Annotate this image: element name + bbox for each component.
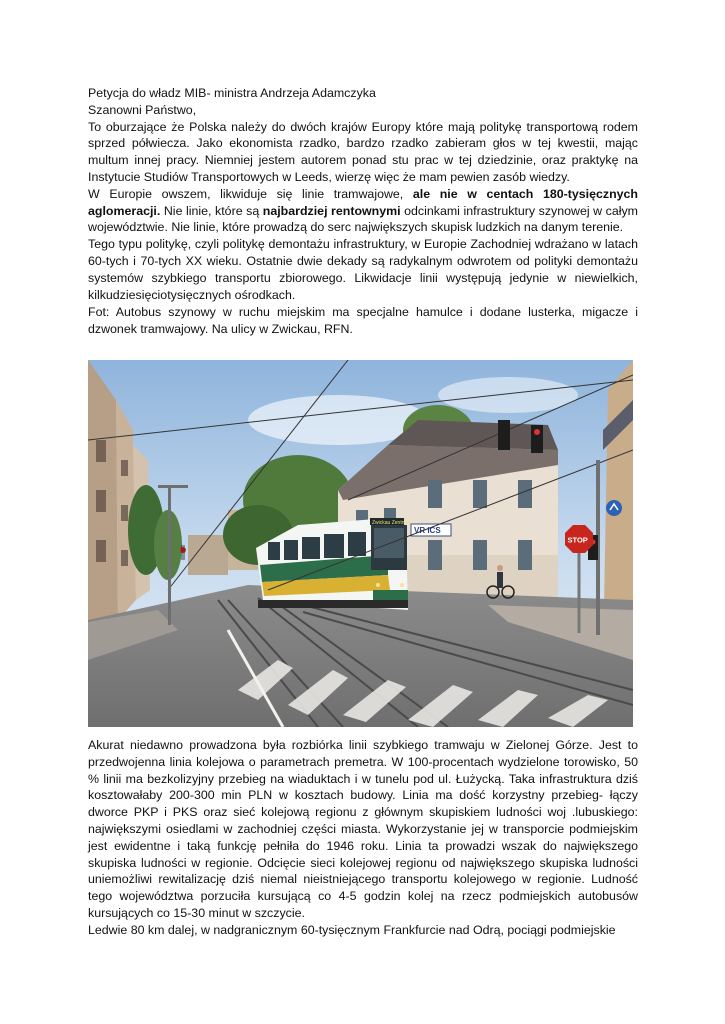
tram-destination: Zwickau Zentrum bbox=[372, 520, 411, 526]
paragraph-2-bold-a: ale nie w centach 180-tysięcznych aglomeracji. bbox=[88, 186, 638, 218]
letter-continued bbox=[88, 737, 638, 939]
paragraph-2-text-b: Nie linie, które są bbox=[160, 203, 263, 218]
paragraph-3: Tego typu politykę, czyli politykę demontażu infrastruktury, w Europie Zachodniej wdrażano w latach 60-tych i 70-tych XX wieku. Ostatnie dwie dekady są radykalnym odwrotem od polityki demontażu systemów szybkiego transportu zbiorowego. Likwidacje linii występują jedynie w niewielkich, kilkudziesięciotysięcznych ośrodkach. bbox=[88, 237, 638, 302]
paragraph-4: Akurat niedawno prowadzona była rozbiórka linii szybkiego tramwaju w Zielonej Górze. Jest to przedwojenna linia kolejowa o parametrach premetra. W 100-procentach wydzielone torowisko, 50 % linii ma bezkolizyjny przebieg na wiaduktach i w tunelu pod ul. Łużycką. Taka infrastruktura dziś kosztowałaby 200-300 min PLN w kosztach budowy. Linia ma dość korzystny przebieg- łączy dworce PKP i PKS oraz sieć kolejową regionu z głównym skupiskiem ludności woj .lubuskiego: największymi osiedlami w zachodniej części miasta. Wykorzystanie jej w transporcie podmiejskim jest ewidentne i taką funkcję pełniła do 1946 roku. Linia ta prowadzi wszak do największego skupiska ludności w regionie. Odcięcie sieci kolejowej regionu od największego skupiska ludności uniemożliwi rewitalizację dziś niemal nieistniejącego transportu kolejowego w regionie. Ludność tego województwa porzuciła kursującą co 4-5 godzin kolej na rzecz podmiejskich autobusów kursujących co 15-30 minut w szczycie. bbox=[88, 738, 638, 920]
stop-sign-text: STOP bbox=[567, 535, 588, 545]
photo-caption: Fot: Autobus szynowy w ruchu miejskim ma specjalne hamulce i dodane lusterka, migacze i dzwonek tramwajowy. Na ulicy w Zwickau, RFN. bbox=[88, 305, 638, 336]
paragraph-5: Ledwie 80 km dalej, w nadgranicznym 60-tysięcznym Frankfurcie nad Odrą, pociągi podmiejskie bbox=[88, 922, 616, 937]
paragraph-2-text-a: W Europie owszem, likwiduje się linie tramwajowe, bbox=[88, 186, 413, 201]
letter-intro bbox=[88, 85, 638, 303]
letter-heading: Petycja do władz MIB- ministra Andrzeja Adamczyka bbox=[88, 86, 376, 100]
salutation: Szanowni Państwo, bbox=[88, 102, 197, 117]
shop-sign: VR ICS bbox=[414, 526, 441, 535]
paragraph-1: To oburzające że Polska należy do dwóch krajów Europy które mają politykę transportową rodem sprzed półwiecza. Jako ekonomista rzadko, bardzo rzadko zabieram głos w tej kwestii, mając multum innej pracy. Niemniej jestem autorem ponad stu prac w tej dziedzinie, oraz praktykę na Instytucie Studiów Transportowych w Leeds, wierzę więc że mam pewien zasób wiedzy. bbox=[88, 119, 638, 184]
tram-photo bbox=[88, 360, 633, 727]
paragraph-2 bbox=[88, 186, 638, 236]
paragraph-2-bold-b: najbardziej rentownymi bbox=[262, 203, 401, 218]
paragraph-2-text-c: odcinkami infrastruktury szynowej w całym województwie. Nie linie, które prowadzą do serc największych skupisk ludzkich na danym terenie. bbox=[88, 203, 639, 235]
